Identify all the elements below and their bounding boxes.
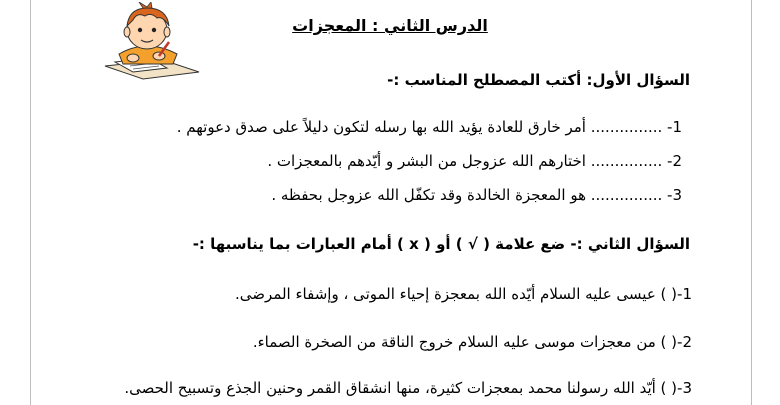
page-border-left — [30, 0, 31, 405]
question1-item-2: 2- ............... اختارهم الله عزوجل من البشر و أيّدهم بالمعجزات . — [267, 152, 682, 170]
question2-heading: السؤال الثاني :- ضع علامة ( √ ) أو ( x ) أمام العبارات بما يناسبها :- — [192, 235, 690, 253]
question1-heading: السؤال الأول: أكتب المصطلح المناسب :- — [387, 71, 690, 89]
lesson-title: الدرس الثاني : المعجزات — [292, 16, 488, 35]
question1-item-1: 1- ............... أمر خارق للعادة يؤيد الله بها رسله لتكون دليلاً على صدق دعوتهم . — [176, 118, 682, 136]
question1-item-3: 3- ............... هو المعجزة الخالدة وقد تكفّل الله عزوجل بحفظه . — [271, 186, 682, 204]
question2-item-3: 3-( ) أيّد الله رسولنا محمد بمعجزات كثيرة، منها انشقاق القمر وحنين الجذع وتسبيح الحصى. — [124, 379, 692, 397]
question2-item-2: 2-( ) من معجزات موسى عليه السلام خروج الناقة من الصخرة الصماء. — [252, 333, 692, 351]
question2-item-1: 1-( ) عيسى عليه السلام أيّده الله بمعجزة إحياء الموتى ، وإشفاء المرضى. — [235, 285, 692, 303]
page-border-right — [751, 0, 752, 405]
child-writing-icon — [103, 2, 201, 80]
